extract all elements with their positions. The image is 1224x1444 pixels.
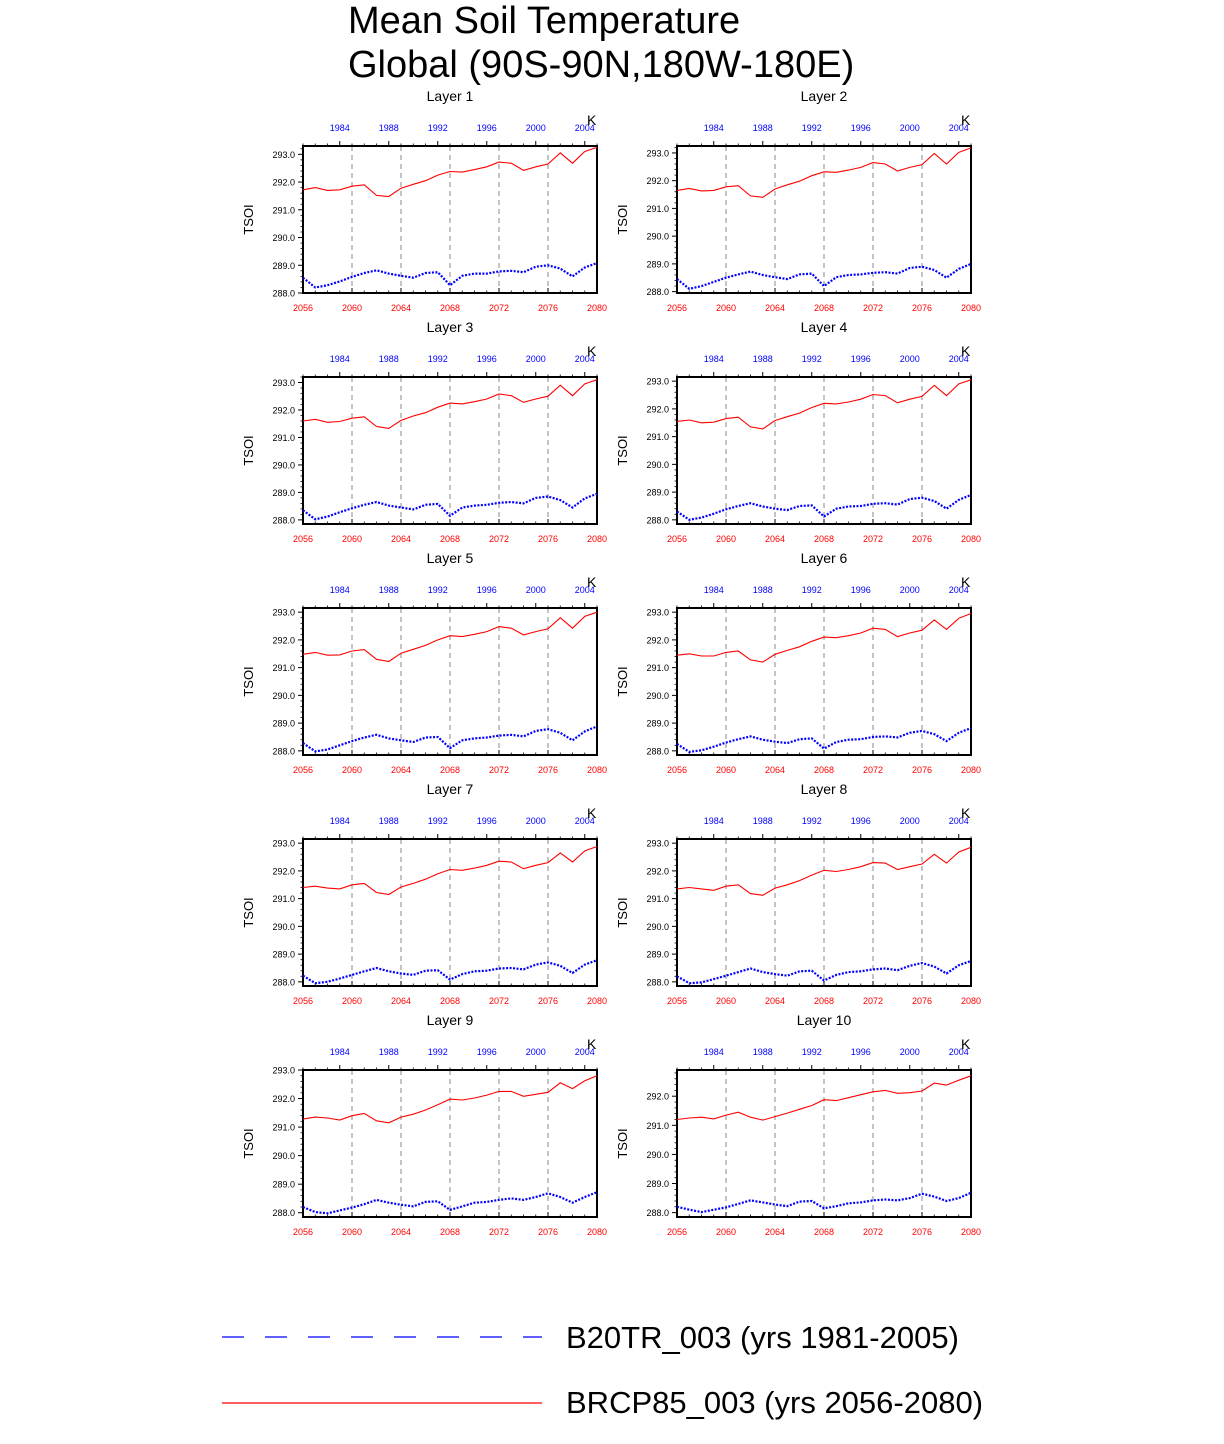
panel-6 [615,550,981,775]
panel-2-xtick-label-bottom-2064: 2064 [764,303,786,313]
panel-10 [615,1012,981,1237]
panel-4-xtick-label-bottom-2080: 2080 [960,534,982,544]
panel-4-xtick-label-top-1996: 1996 [850,354,871,364]
panel-10-ytick-label-291: 291.0 [646,1120,669,1131]
panel-1-y-axis-label: TSOI [241,204,256,235]
panel-4-ytick-label-288: 288.0 [646,515,669,526]
panel-5-xtick-label-bottom-2056: 2056 [292,765,314,775]
panel-7-xtick-label-bottom-2072: 2072 [488,996,510,1006]
panel-7-ytick-label-292: 292.0 [272,866,295,877]
panels-grid [241,88,981,1237]
panel-4 [615,319,981,544]
panel-2-xtick-label-top-1988: 1988 [752,123,773,133]
panel-9-ytick-label-289: 289.0 [272,1179,295,1190]
panel-9-ytick-label-293: 293.0 [272,1065,295,1076]
panel-5-ytick-label-290: 290.0 [272,690,295,701]
panel-10-xtick-label-bottom-2072: 2072 [862,1227,884,1237]
legend [222,1320,983,1420]
panel-1-ytick-label-290: 290.0 [272,233,295,244]
panel-2-xtick-label-bottom-2076: 2076 [911,303,933,313]
panel-10-ytick-label-292: 292.0 [646,1091,669,1102]
panel-5-xtick-label-bottom-2076: 2076 [537,765,559,775]
panel-2-xtick-label-bottom-2056: 2056 [666,303,688,313]
panel-3-xtick-label-bottom-2064: 2064 [390,534,412,544]
panel-6-ytick-label-289: 289.0 [646,718,669,729]
panel-9-ytick-label-292: 292.0 [272,1094,295,1105]
panel-4-xtick-label-bottom-2056: 2056 [666,534,688,544]
panel-7-xtick-label-top-1988: 1988 [378,816,399,826]
panel-10-xtick-label-top-2000: 2000 [899,1047,920,1057]
panel-2-y-axis-label: TSOI [615,204,630,235]
panel-8-xtick-label-bottom-2076: 2076 [911,996,933,1006]
panel-9-xtick-label-bottom-2076: 2076 [537,1227,559,1237]
panel-5-xtick-label-top-1984: 1984 [329,585,350,595]
panel-9-xtick-label-top-1988: 1988 [378,1047,399,1057]
panel-1-ytick-label-292: 292.0 [272,177,295,188]
panel-9-ytick-label-290: 290.0 [272,1151,295,1162]
panel-10-xtick-label-bottom-2064: 2064 [764,1227,786,1237]
panel-7-ytick-label-291: 291.0 [272,894,295,905]
panel-5-ytick-label-288: 288.0 [272,746,295,757]
panel-4-ytick-label-290: 290.0 [646,459,669,470]
panel-9-xtick-label-top-1996: 1996 [476,1047,497,1057]
panel-8-ytick-label-290: 290.0 [646,921,669,932]
figure-title-line-1: Mean Soil Temperature [348,0,741,42]
figure-title-line-2: Global (90S-90N,180W-180E) [348,44,855,86]
panel-3-ytick-label-293: 293.0 [272,377,295,388]
panel-7-ytick-label-288: 288.0 [272,977,295,988]
panel-3-xtick-label-bottom-2072: 2072 [488,534,510,544]
panel-2-xtick-label-top-1992: 1992 [801,123,822,133]
panel-8-xtick-label-top-1984: 1984 [703,816,724,826]
panel-7-units-label: K [587,805,597,821]
panel-4-title: Layer 4 [800,319,848,335]
panel-2-ytick-label-292: 292.0 [646,176,669,187]
panel-8-xtick-label-bottom-2072: 2072 [862,996,884,1006]
panel-4-xtick-label-bottom-2072: 2072 [862,534,884,544]
panel-2-title: Layer 2 [800,88,848,104]
panel-2-xtick-label-top-1984: 1984 [703,123,724,133]
panel-1-xtick-label-top-1996: 1996 [476,123,497,133]
panel-4-xtick-label-bottom-2064: 2064 [764,534,786,544]
panel-8-xtick-label-bottom-2080: 2080 [960,996,982,1006]
panel-4-y-axis-label: TSOI [615,435,630,466]
panel-1-xtick-label-top-1984: 1984 [329,123,350,133]
panel-2-ytick-label-293: 293.0 [646,148,669,159]
panel-3-y-axis-label: TSOI [241,435,256,466]
panel-6-series-historical [677,728,971,752]
panel-8-ytick-label-291: 291.0 [646,894,669,905]
panel-3-xtick-label-top-1996: 1996 [476,354,497,364]
panel-3-ytick-label-288: 288.0 [272,515,295,526]
panel-9-xtick-label-top-2004: 2004 [574,1047,595,1057]
panel-6-xtick-label-bottom-2064: 2064 [764,765,786,775]
panel-7-y-axis-label: TSOI [241,897,256,928]
panel-7-xtick-label-bottom-2064: 2064 [390,996,412,1006]
panel-4-ytick-label-292: 292.0 [646,404,669,415]
panel-5-xtick-label-top-1992: 1992 [427,585,448,595]
panel-6-y-axis-label: TSOI [615,666,630,697]
panel-5-xtick-label-top-2000: 2000 [525,585,546,595]
panel-8-xtick-label-bottom-2060: 2060 [715,996,737,1006]
panel-6-xtick-label-bottom-2060: 2060 [715,765,737,775]
panel-9-xtick-label-top-2000: 2000 [525,1047,546,1057]
panel-2-units-label: K [961,112,971,128]
panel-4-xtick-label-top-2000: 2000 [899,354,920,364]
panel-4-xtick-label-bottom-2076: 2076 [911,534,933,544]
panel-3-xtick-label-bottom-2076: 2076 [537,534,559,544]
panel-2-xtick-label-top-2004: 2004 [948,123,969,133]
panel-3-xtick-label-top-2000: 2000 [525,354,546,364]
panel-1-xtick-label-bottom-2076: 2076 [537,303,559,313]
legend-label-historical: B20TR_003 (yrs 1981-2005) [566,1320,959,1355]
panel-5-xtick-label-bottom-2064: 2064 [390,765,412,775]
panel-4-xtick-label-bottom-2068: 2068 [813,534,835,544]
panel-8-y-axis-label: TSOI [615,897,630,928]
panel-7 [241,781,607,1006]
panel-4-ytick-label-293: 293.0 [646,376,669,387]
panel-9-series-historical [303,1192,597,1213]
panel-3-xtick-label-top-1988: 1988 [378,354,399,364]
panel-10-title: Layer 10 [796,1012,852,1028]
panel-2-ytick-label-289: 289.0 [646,259,669,270]
panel-10-xtick-label-bottom-2080: 2080 [960,1227,982,1237]
panel-8 [615,781,981,1006]
panel-7-title: Layer 7 [426,781,474,797]
panel-8-xtick-label-top-1992: 1992 [801,816,822,826]
panel-7-ytick-label-289: 289.0 [272,949,295,960]
panel-10-units-label: K [961,1036,971,1052]
panel-1-xtick-label-bottom-2064: 2064 [390,303,412,313]
panel-3 [241,319,607,544]
panel-7-xtick-label-bottom-2068: 2068 [439,996,461,1006]
panel-2-ytick-label-291: 291.0 [646,203,669,214]
panel-8-ytick-label-288: 288.0 [646,977,669,988]
panel-9-xtick-label-bottom-2072: 2072 [488,1227,510,1237]
panel-7-xtick-label-bottom-2056: 2056 [292,996,314,1006]
panel-9-ytick-label-291: 291.0 [272,1122,295,1133]
panel-3-xtick-label-bottom-2068: 2068 [439,534,461,544]
panel-5-xtick-label-top-1996: 1996 [476,585,497,595]
panel-8-xtick-label-top-2004: 2004 [948,816,969,826]
panel-8-ytick-label-293: 293.0 [646,838,669,849]
panel-8-ytick-label-289: 289.0 [646,949,669,960]
panel-4-xtick-label-bottom-2060: 2060 [715,534,737,544]
panel-1-xtick-label-top-2000: 2000 [525,123,546,133]
panel-1-xtick-label-bottom-2060: 2060 [341,303,363,313]
panel-4-xtick-label-top-1988: 1988 [752,354,773,364]
panel-10-xtick-label-top-1988: 1988 [752,1047,773,1057]
panel-9-xtick-label-bottom-2068: 2068 [439,1227,461,1237]
panel-7-ytick-label-293: 293.0 [272,838,295,849]
panel-6-ytick-label-292: 292.0 [646,635,669,646]
panel-8-xtick-label-bottom-2056: 2056 [666,996,688,1006]
panel-7-series-historical [303,960,597,983]
panel-1 [241,88,607,313]
panel-7-xtick-label-top-1996: 1996 [476,816,497,826]
panel-1-xtick-label-top-1992: 1992 [427,123,448,133]
panel-1-units-label: K [587,112,597,128]
panel-5-xtick-label-top-2004: 2004 [574,585,595,595]
panel-3-xtick-label-bottom-2056: 2056 [292,534,314,544]
panel-10-xtick-label-top-1992: 1992 [801,1047,822,1057]
panel-4-xtick-label-top-2004: 2004 [948,354,969,364]
panel-8-ytick-label-292: 292.0 [646,866,669,877]
panel-8-units-label: K [961,805,971,821]
panel-9-xtick-label-top-1984: 1984 [329,1047,350,1057]
panel-2-xtick-label-bottom-2080: 2080 [960,303,982,313]
panel-6-xtick-label-bottom-2056: 2056 [666,765,688,775]
panel-9-xtick-label-bottom-2060: 2060 [341,1227,363,1237]
panel-1-xtick-label-top-2004: 2004 [574,123,595,133]
panel-10-xtick-label-bottom-2060: 2060 [715,1227,737,1237]
panel-1-xtick-label-bottom-2080: 2080 [586,303,608,313]
panel-6-xtick-label-top-1992: 1992 [801,585,822,595]
panel-8-xtick-label-bottom-2064: 2064 [764,996,786,1006]
panel-7-xtick-label-top-2004: 2004 [574,816,595,826]
panel-9-title: Layer 9 [426,1012,474,1028]
panel-9-xtick-label-bottom-2064: 2064 [390,1227,412,1237]
panel-1-ytick-label-288: 288.0 [272,288,295,299]
panel-10-ytick-label-288: 288.0 [646,1208,669,1219]
panel-1-series-future [303,147,597,196]
panel-6-xtick-label-top-1988: 1988 [752,585,773,595]
panel-5-units-label: K [587,574,597,590]
panel-6-ytick-label-288: 288.0 [646,746,669,757]
panel-5-xtick-label-top-1988: 1988 [378,585,399,595]
panel-10-xtick-label-top-1984: 1984 [703,1047,724,1057]
panel-10-xtick-label-bottom-2068: 2068 [813,1227,835,1237]
panel-1-ytick-label-289: 289.0 [272,260,295,271]
panel-9 [241,1012,607,1237]
panel-5-y-axis-label: TSOI [241,666,256,697]
panel-6-xtick-label-bottom-2072: 2072 [862,765,884,775]
panel-1-title: Layer 1 [426,88,474,104]
panel-3-units-label: K [587,343,597,359]
panel-5-ytick-label-289: 289.0 [272,718,295,729]
panel-4-units-label: K [961,343,971,359]
panel-3-title: Layer 3 [426,319,474,335]
panel-3-xtick-label-top-1984: 1984 [329,354,350,364]
panel-9-units-label: K [587,1036,597,1052]
panel-6-ytick-label-291: 291.0 [646,663,669,674]
panel-1-xtick-label-top-1988: 1988 [378,123,399,133]
panel-10-series-historical [677,1193,971,1212]
panel-6-units-label: K [961,574,971,590]
panel-10-xtick-label-top-2004: 2004 [948,1047,969,1057]
panel-6-xtick-label-top-1984: 1984 [703,585,724,595]
panel-2-xtick-label-top-1996: 1996 [850,123,871,133]
panel-7-ytick-label-290: 290.0 [272,921,295,932]
panel-9-y-axis-label: TSOI [241,1128,256,1159]
panel-2-xtick-label-bottom-2068: 2068 [813,303,835,313]
panel-6-ytick-label-293: 293.0 [646,607,669,618]
panel-4-xtick-label-top-1992: 1992 [801,354,822,364]
legend-label-future: BRCP85_003 (yrs 2056-2080) [566,1385,984,1420]
panel-5 [241,550,607,775]
panel-10-ytick-label-289: 289.0 [646,1179,669,1190]
panel-2 [615,88,981,313]
panel-7-xtick-label-bottom-2080: 2080 [586,996,608,1006]
panel-9-xtick-label-bottom-2080: 2080 [586,1227,608,1237]
panel-3-xtick-label-bottom-2060: 2060 [341,534,363,544]
panel-3-xtick-label-top-2004: 2004 [574,354,595,364]
panel-3-xtick-label-bottom-2080: 2080 [586,534,608,544]
panel-5-title: Layer 5 [426,550,474,566]
panel-2-ytick-label-288: 288.0 [646,287,669,298]
panel-4-ytick-label-291: 291.0 [646,432,669,443]
panel-1-xtick-label-bottom-2056: 2056 [292,303,314,313]
panel-5-ytick-label-293: 293.0 [272,607,295,618]
panel-5-xtick-label-bottom-2068: 2068 [439,765,461,775]
panel-7-xtick-label-bottom-2060: 2060 [341,996,363,1006]
panel-6-xtick-label-top-1996: 1996 [850,585,871,595]
panel-6-xtick-label-top-2000: 2000 [899,585,920,595]
panel-3-ytick-label-290: 290.0 [272,460,295,471]
panel-6-xtick-label-bottom-2080: 2080 [960,765,982,775]
panel-10-y-axis-label: TSOI [615,1128,630,1159]
panel-8-xtick-label-top-1996: 1996 [850,816,871,826]
panel-1-ytick-label-293: 293.0 [272,149,295,160]
panel-4-xtick-label-top-1984: 1984 [703,354,724,364]
panel-10-ytick-label-290: 290.0 [646,1149,669,1160]
panel-9-xtick-label-bottom-2056: 2056 [292,1227,314,1237]
panel-7-xtick-label-top-1984: 1984 [329,816,350,826]
panel-6-xtick-label-bottom-2076: 2076 [911,765,933,775]
panel-2-xtick-label-bottom-2060: 2060 [715,303,737,313]
panel-2-ytick-label-290: 290.0 [646,231,669,242]
panel-10-xtick-label-top-1996: 1996 [850,1047,871,1057]
panel-3-ytick-label-289: 289.0 [272,487,295,498]
panel-3-ytick-label-292: 292.0 [272,405,295,416]
panel-1-ytick-label-291: 291.0 [272,205,295,216]
panel-2-xtick-label-bottom-2072: 2072 [862,303,884,313]
panel-6-xtick-label-top-2004: 2004 [948,585,969,595]
panel-7-xtick-label-top-2000: 2000 [525,816,546,826]
panel-8-series-historical [677,961,971,983]
panel-8-xtick-label-top-1988: 1988 [752,816,773,826]
panel-9-xtick-label-top-1992: 1992 [427,1047,448,1057]
panel-4-ytick-label-289: 289.0 [646,487,669,498]
panel-1-xtick-label-bottom-2068: 2068 [439,303,461,313]
panel-6-title: Layer 6 [800,550,848,566]
panel-8-xtick-label-bottom-2068: 2068 [813,996,835,1006]
panel-10-xtick-label-bottom-2076: 2076 [911,1227,933,1237]
panel-5-xtick-label-bottom-2060: 2060 [341,765,363,775]
panel-8-title: Layer 8 [800,781,848,797]
panel-10-xtick-label-bottom-2056: 2056 [666,1227,688,1237]
panel-3-ytick-label-291: 291.0 [272,432,295,443]
panel-5-xtick-label-bottom-2080: 2080 [586,765,608,775]
panel-9-ytick-label-288: 288.0 [272,1208,295,1219]
panel-5-xtick-label-bottom-2072: 2072 [488,765,510,775]
panel-6-ytick-label-290: 290.0 [646,690,669,701]
panel-8-xtick-label-top-2000: 2000 [899,816,920,826]
panel-7-xtick-label-bottom-2076: 2076 [537,996,559,1006]
panel-5-ytick-label-291: 291.0 [272,663,295,674]
panel-2-xtick-label-top-2000: 2000 [899,123,920,133]
panel-3-xtick-label-top-1992: 1992 [427,354,448,364]
panel-1-xtick-label-bottom-2072: 2072 [488,303,510,313]
panel-6-xtick-label-bottom-2068: 2068 [813,765,835,775]
panel-5-ytick-label-292: 292.0 [272,635,295,646]
panel-7-xtick-label-top-1992: 1992 [427,816,448,826]
